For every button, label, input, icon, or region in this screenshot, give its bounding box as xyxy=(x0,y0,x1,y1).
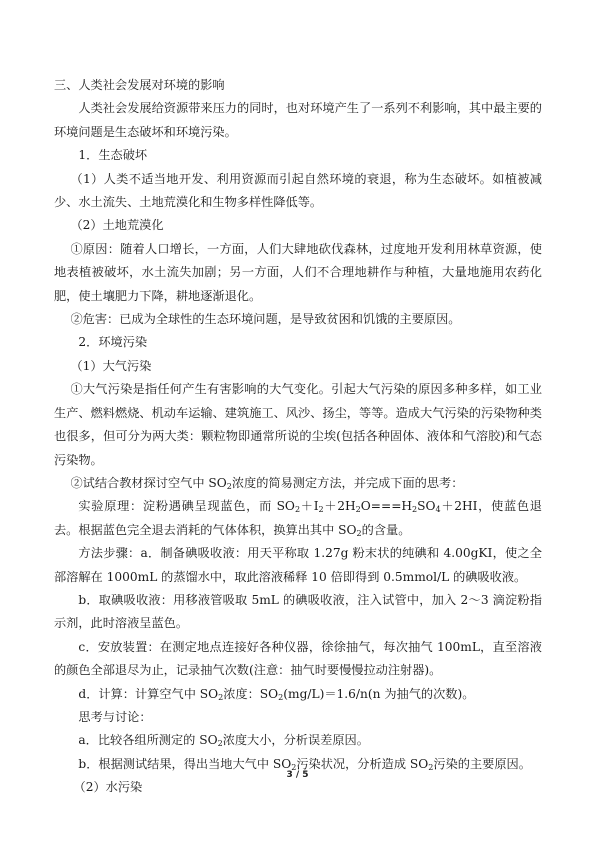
experiment-principle: 实验原理：淀粉遇碘呈现蓝色，而 $SO_2+I_2+2H_2O===H_2SO_4+2HI$，使蓝色退去。根据蓝色完全退去消耗的气体体积，换算出其中 $SO_2$的含量。 xyxy=(54,499,542,538)
ecological-damage-definition: （1）人类不适当地开发、利用资源而引起自然环境的衰退，称为生态破坏。如植被减少、水土流失、土地荒漠化和生物多样性降低等。 xyxy=(54,171,542,210)
heading-ecological-damage: 1．生态破坏 xyxy=(78,148,148,163)
page-number: 3 / 5 xyxy=(286,770,309,780)
air-pollution-paragraph: ①大气污染是指任何产生有害影响的大气变化。引起大气污染的原因多种多样，如工业生产、燃料燃烧、机动车运输、建筑施工、风沙、扬尘，等等。造成大气污染的污染物种类也很多，但可分为两大类：颗粒物即通常所说的尘埃(包括各种固体、液体和气溶胶)和气态污染物。 xyxy=(54,382,542,467)
method-step-a: 方法步骤：a．制备碘吸收液：用天平称取 1.27g 粉末状的纯碘和 4.00gKI，使之全部溶解在 1000mL 的蒸馏水中，取此溶液稀释 10 倍即得到 0.5mmol/L 的碘吸收液。 xyxy=(54,546,542,584)
heading-pollution: 2．环境污染 xyxy=(78,335,148,350)
discussion-question-b: b．根据测试结果，得出当地大气中 $SO_2$污染状况，分析造成 $SO_2$污染的主要原因。 xyxy=(78,756,531,772)
method-step-b: b．取碘吸收液：用移液管吸取 5mL 的碘吸收液，注入试管中，加入 2～3 滴淀粉指示剂，此时溶液呈蓝色。 xyxy=(54,592,542,631)
discussion-heading: 思考与讨论： xyxy=(78,709,152,724)
intro-paragraph: 人类社会发展给资源带来压力的同时，也对环境产生了一系列不利影响，其中最主要的环境问题是生态破坏和环境污染。 xyxy=(54,101,542,139)
document-body xyxy=(54,74,542,800)
section-title: 三、人类社会发展对环境的影响 xyxy=(54,78,225,92)
method-step-d: d．计算：计算空气中 $SO_2$浓度：$SO_2(mg/L)=1.6/n(n$ 为抽气的次数)。 xyxy=(78,686,475,702)
desertification-cause: ①原因：随着人口增长，一方面，人们大肆地砍伐森林，过度地开发利用林草资源，使地表植被破坏，水土流失加剧；另一方面，人们不合理地耕作与种植，大量地施用农药化肥，使土壤肥力下降，耕地逐渐退化。 xyxy=(54,241,542,303)
heading-air-pollution: （1）大气污染 xyxy=(70,358,152,373)
desertification-harm: ②危害：已成为全球性的生态环境问题，是导致贫困和饥饿的主要原因。 xyxy=(70,312,461,327)
heading-water-pollution: （2）水污染 xyxy=(73,780,143,795)
heading-desertification: （2）土地荒漠化 xyxy=(70,218,164,233)
method-step-c: c．安放装置：在测定地点连接好各种仪器，徐徐抽气，每次抽气 100mL，直至溶液的颜色全部退尽为止，记录抽气次数(注意：抽气时要慢慢拉动注射器)。 xyxy=(54,639,542,678)
discussion-question-a: a．比较各组所测定的 $SO_2$浓度大小，分析误差原因。 xyxy=(78,733,369,749)
so2-measure-intro: ②试结合教材探讨空气中 $SO_2$浓度的简易测定方法，并完成下面的思考： xyxy=(70,475,464,491)
